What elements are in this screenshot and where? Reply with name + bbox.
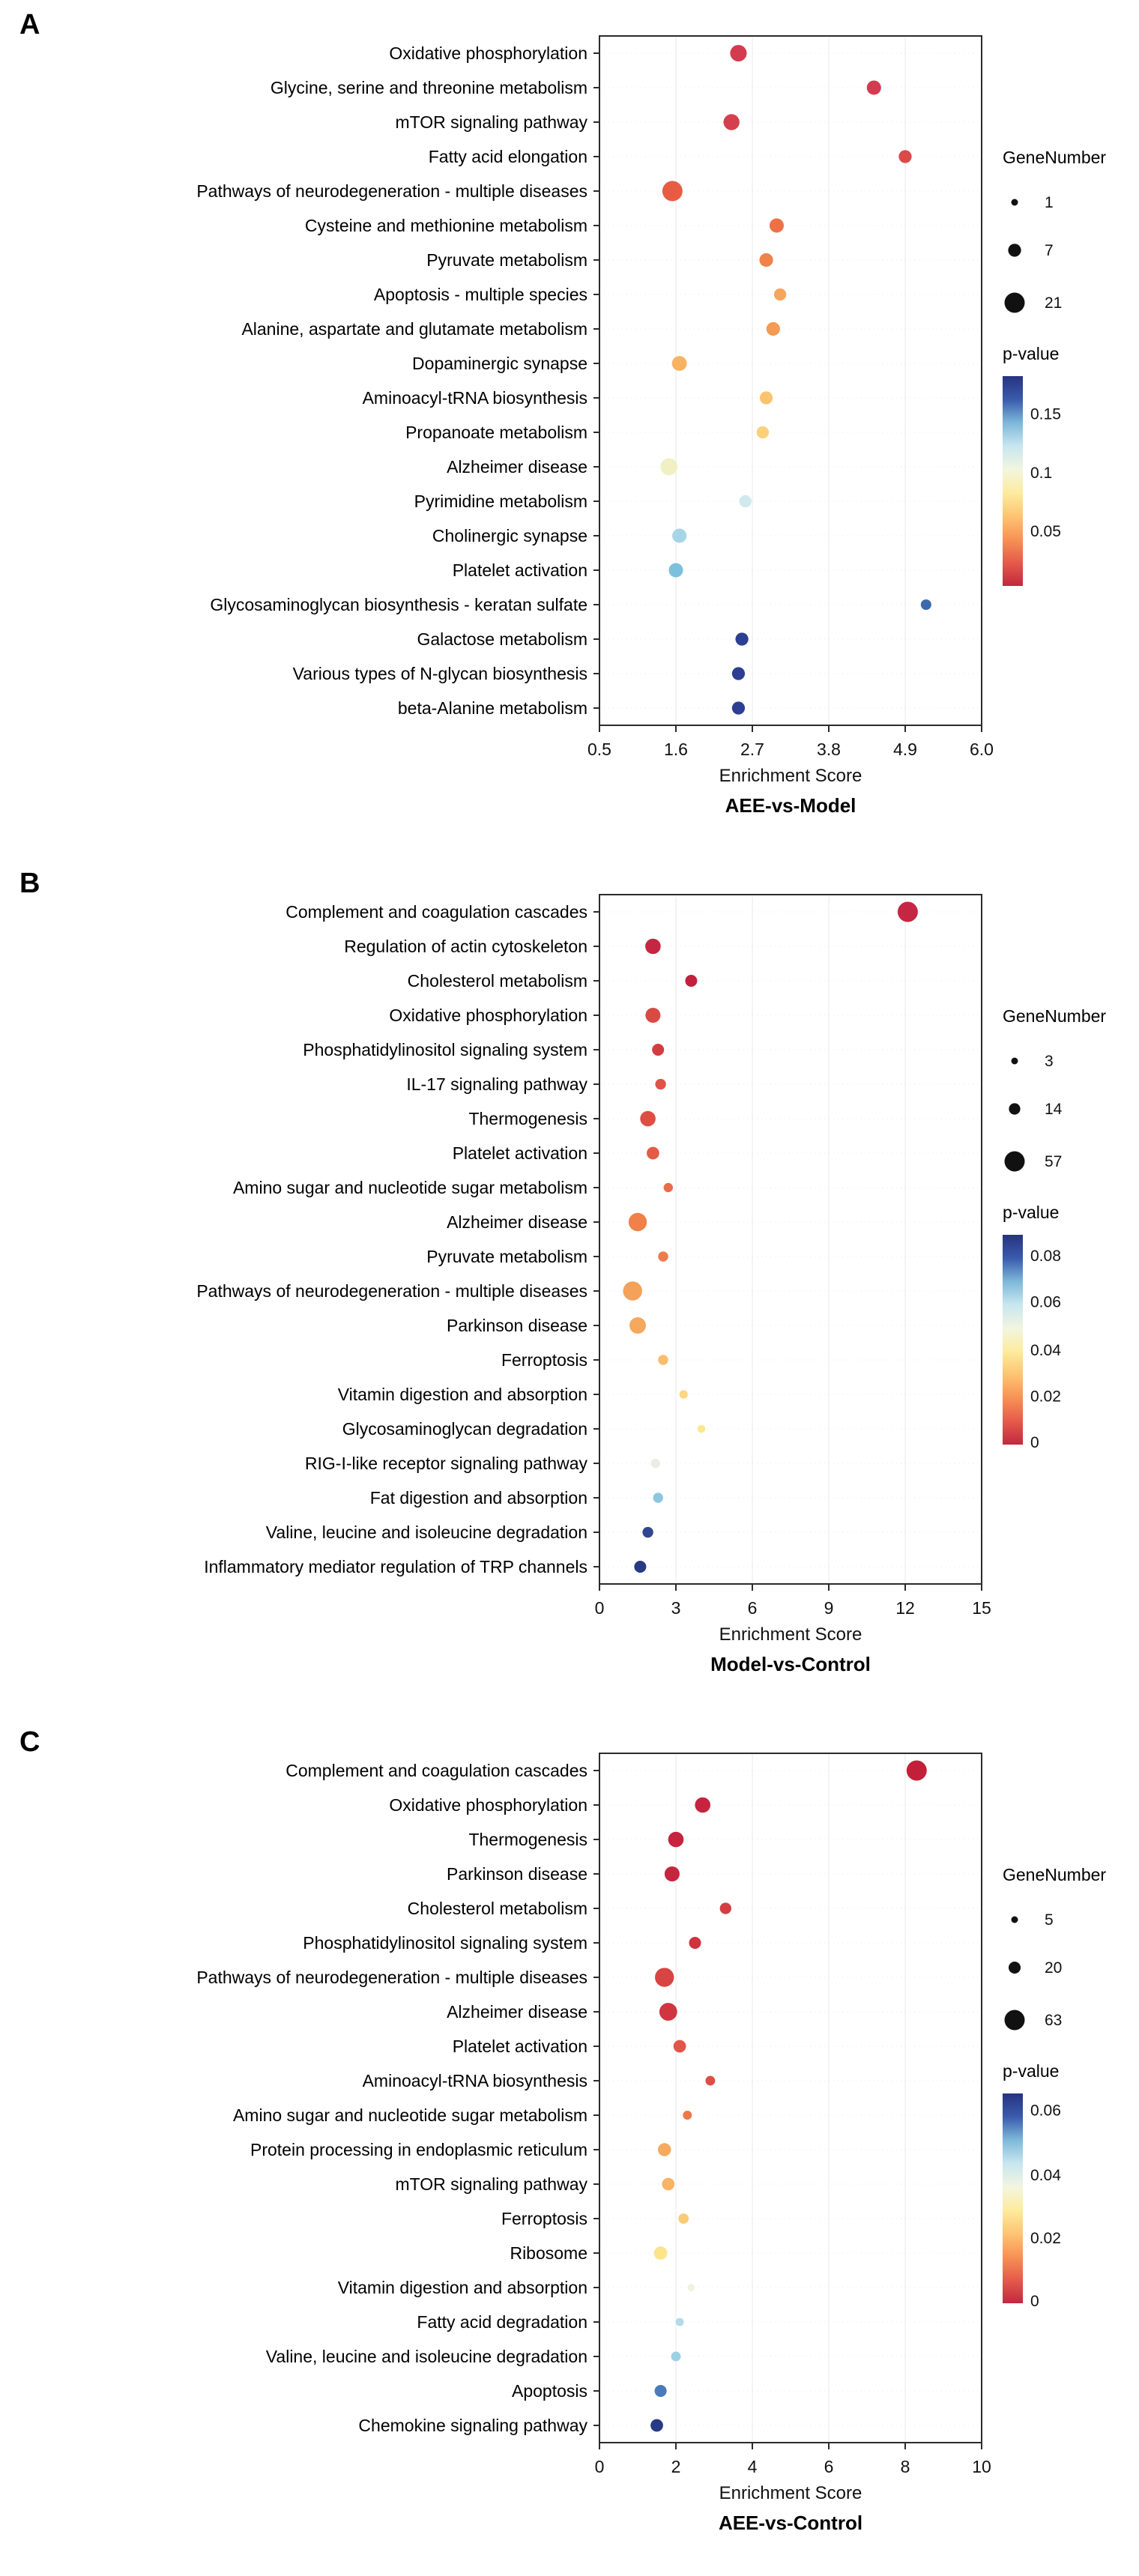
- x-tick-label: 9: [824, 1598, 834, 1618]
- x-tick-label: 6.0: [970, 740, 994, 759]
- y-axis-label: Alanine, aspartate and glutamate metabolism: [241, 319, 587, 339]
- color-legend-tick: 0.04: [1030, 2167, 1061, 2185]
- panel-c-x-axis-title: Enrichment Score: [719, 2483, 862, 2503]
- y-axis-label: Complement and coagulation cascades: [285, 1761, 587, 1780]
- size-legend-dot: [1005, 293, 1025, 313]
- y-axis-label: Glycosaminoglycan degradation: [342, 1419, 587, 1439]
- panel-c: [0, 1717, 1139, 2576]
- data-point: [672, 356, 687, 371]
- size-legend-dot: [1005, 1152, 1025, 1172]
- data-point: [662, 181, 683, 202]
- data-point: [674, 2040, 686, 2053]
- y-axis-label: Alzheimer disease: [447, 1212, 587, 1232]
- data-point: [921, 599, 931, 610]
- size-legend-dot: [1012, 1917, 1018, 1923]
- data-point: [658, 1355, 668, 1364]
- panel-b-chart: [0, 872, 1139, 1621]
- data-point: [665, 1866, 680, 1881]
- panel-b: [0, 859, 1139, 1717]
- data-point: [757, 426, 769, 438]
- data-point: [732, 701, 745, 714]
- x-tick-label: 2: [671, 2457, 681, 2476]
- y-axis-label: Cysteine and methionine metabolism: [304, 216, 587, 235]
- x-tick-label: 3.8: [817, 740, 841, 759]
- data-point: [662, 2178, 674, 2191]
- y-axis-label: Pyruvate metabolism: [426, 1247, 587, 1266]
- y-axis-label: Ferroptosis: [501, 1350, 587, 1370]
- y-axis-label: Complement and coagulation cascades: [285, 902, 587, 922]
- y-axis-label: Pathways of neurodegeneration - multiple diseases: [196, 1968, 587, 1987]
- y-axis-label: Platelet activation: [452, 1143, 587, 1163]
- size-legend-dot: [1009, 1962, 1021, 1974]
- y-axis-label: Apoptosis - multiple species: [373, 285, 587, 304]
- panel-c-chart: [0, 1731, 1139, 2480]
- data-point: [640, 1111, 656, 1127]
- data-point: [671, 2352, 681, 2362]
- y-axis-label: Phosphatidylinositol signaling system: [303, 1933, 587, 1953]
- x-tick-label: 6: [747, 1598, 758, 1618]
- x-tick-label: 4: [747, 2457, 758, 2476]
- panel-a-title: AEE-vs-Model: [725, 794, 856, 817]
- y-axis-label: Thermogenesis: [468, 1830, 587, 1849]
- y-axis-label: Oxidative phosphorylation: [389, 43, 587, 63]
- data-point: [898, 150, 911, 163]
- color-legend-title: p-value: [1003, 344, 1060, 363]
- data-point: [645, 1008, 660, 1023]
- y-axis-label: Aminoacyl-tRNA biosynthesis: [362, 388, 587, 408]
- y-axis-label: RIG-I-like receptor signaling pathway: [304, 1454, 587, 1473]
- y-axis-label: Cholesterol metabolism: [407, 1899, 587, 1918]
- data-point: [658, 1251, 668, 1261]
- x-tick-label: 10: [972, 2457, 991, 2476]
- data-point: [658, 2143, 671, 2156]
- y-axis-label: Platelet activation: [452, 2037, 587, 2056]
- size-legend-title: GeneNumber: [1003, 148, 1107, 167]
- p-value-colorbar: [1003, 2093, 1023, 2303]
- y-axis-label: Glycine, serine and threonine metabolism: [270, 78, 587, 97]
- y-axis-label: Platelet activation: [452, 560, 587, 580]
- y-axis-label: Cholesterol metabolism: [407, 971, 587, 991]
- y-axis-label: Vitamin digestion and absorption: [337, 2278, 587, 2297]
- y-axis-label: Propanoate metabolism: [405, 423, 587, 442]
- size-legend-value: 21: [1045, 294, 1063, 312]
- data-point: [723, 114, 739, 130]
- y-axis-label: Oxidative phosphorylation: [389, 1006, 587, 1025]
- y-axis-label: Vitamin digestion and absorption: [337, 1385, 587, 1404]
- y-axis-label: Phosphatidylinositol signaling system: [303, 1040, 587, 1059]
- data-point: [683, 2111, 692, 2120]
- y-axis-label: Alzheimer disease: [447, 2002, 587, 2022]
- x-tick-label: 2.7: [740, 740, 764, 759]
- size-legend-title: GeneNumber: [1003, 1865, 1107, 1884]
- data-point: [759, 253, 773, 267]
- data-point: [898, 902, 918, 922]
- data-point: [735, 632, 748, 645]
- y-axis-label: Pyruvate metabolism: [426, 250, 587, 270]
- y-axis-label: Cholinergic synapse: [432, 526, 587, 545]
- x-tick-label: 12: [895, 1598, 915, 1618]
- y-axis-label: Pathways of neurodegeneration - multiple diseases: [196, 1281, 587, 1301]
- y-axis-label: Dopaminergic synapse: [412, 354, 587, 373]
- data-point: [652, 1044, 664, 1056]
- color-legend-tick: 0.05: [1030, 523, 1061, 541]
- data-point: [654, 2246, 668, 2260]
- panel-a-chart: [0, 13, 1139, 763]
- data-point: [653, 1493, 662, 1502]
- y-axis-label: Fatty acid degradation: [417, 2312, 587, 2332]
- color-legend-tick: 0: [1030, 2293, 1039, 2311]
- size-legend-value: 20: [1045, 1959, 1063, 1977]
- color-legend-tick: 0: [1030, 1434, 1039, 1452]
- y-axis-label: Chemokine signaling pathway: [358, 2416, 587, 2435]
- y-axis-label: Galactose metabolism: [417, 629, 587, 649]
- size-legend-dot: [1012, 1058, 1018, 1065]
- y-axis-label: beta-Alanine metabolism: [397, 698, 587, 718]
- y-axis-label: Oxidative phosphorylation: [389, 1795, 587, 1815]
- panel-a-x-axis-title: Enrichment Score: [719, 766, 862, 786]
- y-axis-label: Protein processing in endoplasmic reticulum: [250, 2140, 587, 2159]
- data-point: [867, 80, 881, 94]
- data-point: [647, 1147, 659, 1160]
- data-point: [660, 459, 677, 476]
- data-point: [705, 2076, 715, 2086]
- x-tick-label: 0: [594, 1598, 605, 1618]
- data-point: [732, 667, 745, 680]
- size-legend-dot: [1008, 244, 1021, 256]
- y-axis-label: Apoptosis: [511, 2381, 587, 2401]
- size-legend-value: 57: [1045, 1153, 1063, 1170]
- size-legend-title: GeneNumber: [1003, 1006, 1107, 1026]
- data-point: [685, 975, 697, 987]
- x-tick-label: 8: [900, 2457, 910, 2476]
- data-point: [629, 1317, 646, 1334]
- size-legend-dot: [1012, 199, 1018, 206]
- y-axis-label: Pyrimidine metabolism: [414, 492, 587, 511]
- y-axis-label: Amino sugar and nucleotide sugar metabolism: [232, 1178, 587, 1197]
- y-axis-label: IL-17 signaling pathway: [406, 1074, 587, 1094]
- x-tick-label: 0.5: [587, 740, 611, 759]
- data-point: [678, 2213, 689, 2224]
- panel-b-x-axis-title: Enrichment Score: [719, 1624, 862, 1645]
- y-axis-label: Parkinson disease: [447, 1316, 587, 1335]
- data-point: [668, 563, 683, 577]
- size-legend-value: 14: [1045, 1101, 1063, 1118]
- data-point: [664, 1183, 673, 1192]
- size-legend-dot: [1005, 2010, 1025, 2031]
- y-axis-label: Parkinson disease: [447, 1864, 587, 1884]
- data-point: [623, 1281, 642, 1301]
- color-legend-tick: 0.06: [1030, 1293, 1061, 1311]
- p-value-colorbar: [1003, 1235, 1023, 1445]
- y-axis-label: Glycosaminoglycan biosynthesis - keratan sulfate: [210, 595, 587, 614]
- data-point: [672, 528, 686, 542]
- y-axis-label: mTOR signaling pathway: [395, 2174, 587, 2194]
- y-axis-label: Fat digestion and absorption: [369, 1488, 587, 1508]
- y-axis-label: Thermogenesis: [468, 1109, 587, 1128]
- x-tick-label: 6: [824, 2457, 834, 2476]
- panel-c-title: AEE-vs-Control: [718, 2512, 863, 2534]
- data-point: [689, 1937, 701, 1949]
- data-point: [730, 45, 746, 61]
- data-point: [907, 1761, 927, 1781]
- size-legend-value: 5: [1045, 1911, 1054, 1929]
- y-axis-label: Pathways of neurodegeneration - multiple diseases: [196, 181, 587, 201]
- data-point: [655, 1079, 665, 1089]
- x-tick-label: 1.6: [664, 740, 688, 759]
- y-axis-label: Valine, leucine and isoleucine degradation: [265, 1523, 587, 1542]
- size-legend-value: 7: [1045, 242, 1054, 259]
- panel-b-title: Model-vs-Control: [710, 1653, 871, 1675]
- x-tick-label: 15: [972, 1598, 991, 1618]
- size-legend-value: 63: [1045, 2012, 1063, 2029]
- x-tick-label: 3: [671, 1598, 681, 1618]
- panel-c-letter: C: [19, 1726, 41, 1758]
- data-point: [629, 1213, 647, 1231]
- panel-a-letter: A: [19, 9, 41, 40]
- y-axis-label: Fatty acid elongation: [428, 147, 587, 166]
- color-legend-title: p-value: [1003, 2061, 1060, 2081]
- size-legend-value: 3: [1045, 1053, 1054, 1070]
- data-point: [770, 218, 784, 232]
- color-legend-tick: 0.04: [1030, 1342, 1061, 1359]
- color-legend-title: p-value: [1003, 1203, 1060, 1222]
- data-point: [680, 1390, 688, 1398]
- plot-border: [599, 895, 982, 1584]
- color-legend-tick: 0.06: [1030, 2102, 1061, 2120]
- y-axis-label: Ferroptosis: [501, 2209, 587, 2228]
- color-legend-tick: 0.15: [1030, 405, 1061, 423]
- data-point: [668, 1832, 684, 1848]
- data-point: [659, 2003, 677, 2021]
- data-point: [698, 1425, 706, 1433]
- color-legend-tick: 0.02: [1030, 2230, 1061, 2248]
- data-point: [688, 2284, 695, 2291]
- y-axis-label: Various types of N-glycan biosynthesis: [292, 664, 587, 683]
- y-axis-label: Inflammatory mediator regulation of TRP channels: [204, 1557, 587, 1576]
- y-axis-label: Valine, leucine and isoleucine degradation: [265, 2347, 587, 2366]
- p-value-colorbar: [1003, 376, 1023, 586]
- color-legend-tick: 0.02: [1030, 1388, 1061, 1406]
- plot-border: [599, 1753, 982, 2443]
- y-axis-label: Regulation of actin cytoskeleton: [344, 937, 587, 956]
- data-point: [650, 2419, 663, 2432]
- y-axis-label: mTOR signaling pathway: [395, 112, 587, 132]
- y-axis-label: Alzheimer disease: [447, 457, 587, 477]
- x-tick-label: 0: [594, 2457, 605, 2476]
- size-legend-value: 1: [1045, 194, 1054, 211]
- data-point: [676, 2318, 684, 2326]
- color-legend-tick: 0.1: [1030, 464, 1053, 482]
- data-point: [642, 1527, 653, 1538]
- panel-a: [0, 0, 1139, 859]
- data-point: [740, 495, 752, 507]
- data-point: [767, 322, 780, 336]
- data-point: [774, 288, 786, 300]
- data-point: [760, 391, 773, 404]
- y-axis-label: Amino sugar and nucleotide sugar metabolism: [232, 2105, 587, 2125]
- size-legend-dot: [1009, 1103, 1020, 1114]
- data-point: [634, 1561, 646, 1573]
- data-point: [720, 1902, 731, 1914]
- y-axis-label: Aminoacyl-tRNA biosynthesis: [362, 2071, 587, 2090]
- data-point: [655, 2385, 667, 2397]
- data-point: [655, 1968, 674, 1986]
- x-tick-label: 4.9: [893, 740, 917, 759]
- data-point: [645, 939, 661, 955]
- data-point: [651, 1459, 660, 1468]
- plot-border: [599, 36, 982, 725]
- panel-b-letter: B: [19, 868, 41, 899]
- data-point: [695, 1798, 710, 1813]
- color-legend-tick: 0.08: [1030, 1248, 1061, 1265]
- y-axis-label: Ribosome: [510, 2243, 587, 2263]
